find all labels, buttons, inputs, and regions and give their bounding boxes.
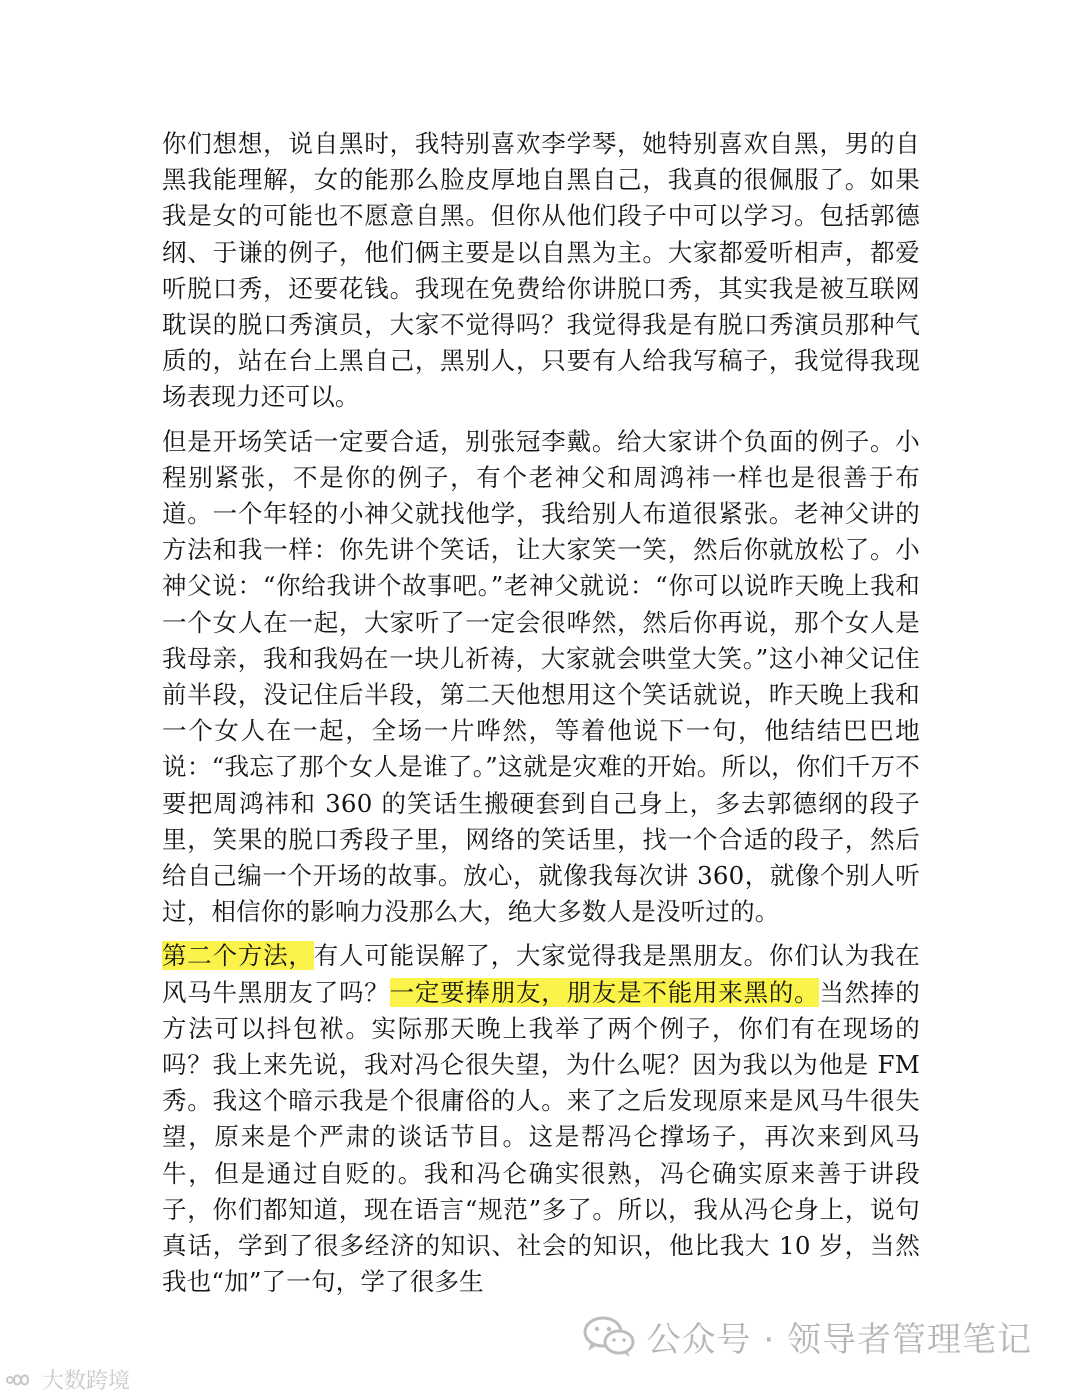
text-segment: 但是开场笑话一定要合适，别张冠李戴。给大家讲个负面的例子。小程别紧张，不是你的例子，有个老神父和周鸿祎一样也是很善于布道。一个年轻的小神父就找他学，我给别人布道很紧张。老神父讲的方法和我一样：你先讲个笑话，让大家笑一笑，然后你就放松了。小神父说：“你给我讲个故事吧。”老神父就说：“你可以说昨天晚上我和一个女人在一起，大家听了一定会很哗然，然后你再说，那个女人是我母亲，我和我妈在一块儿祈祷，大家就会哄堂大笑。”这小神父记住前半段，没记住后半段，第二天他想用这个笑话就说，昨天晚上我和一个女人在一起，全场一片哗然，等着他说下一句，他结结巴巴地说：“我忘了那个女人是谁了。”这就是灾难的开始。所以，你们千万不要把周鸿祎和 360 的笑话生搬硬套到自己身上，多去郭德纲的段子里，笑果的脱口秀段子里，网络的笑话里，找一个合适的段子，然后给自己编一个开场的故事。放心，就像我每次讲 360，就像个别人听过，相信你的影响力没那么大，绝大多数人是没听过的。 xyxy=(162,426,920,927)
wechat-watermark xyxy=(581,1312,1032,1361)
text-segment: 你们想想，说自黑时，我特别喜欢李学琴，她特别喜欢自黑，男的自黑我能理解，女的能那么脸皮厚地自黑自己，我真的很佩服了。如果我是女的可能也不愿意自黑。但你从他们段子中可以学习。包括郭德纲、于谦的例子，他们俩主要是以自黑为主。大家都爱听相声，都爱听脱口秀，还要花钱。我现在免费给你讲脱口秀，其实我是被互联网耽误的脱口秀演员，大家不觉得吗？我觉得我是有脱口秀演员那种气质的，站在台上黑自己，黑别人，只要有人给我写稿子，我觉得我现场表现力还可以。 xyxy=(162,129,920,412)
paragraph xyxy=(162,126,920,416)
wechat-icon xyxy=(581,1314,637,1360)
corner-logo xyxy=(6,1364,130,1395)
highlighted-text: 一定要捧朋友，朋友是不能用来黑的。 xyxy=(389,977,820,1007)
corner-logo-text: 大数跨境 xyxy=(42,1369,131,1394)
highlighted-text: 第二个方法， xyxy=(162,941,314,971)
paragraph xyxy=(162,424,920,931)
text-segment: 当然捧的方法可以抖包袱。实际那天晚上我举了两个例子，你们有在现场的吗？我上来先说，我对冯仑很失望，为什么呢？因为我以为他是 FM 秀。我这个暗示我是个很庸俗的人。来了之后发现原来是风马牛很失望，原来是个严肃的谈话节目。这是帮冯仑撑场子，再次来到风马牛，但是通过自贬的。我和冯仑确实很熟，冯仑确实原来善于讲段子，你们都知道，现在语言“规范”多了。所以，我从冯仑身上，说句真话，学到了很多经济的知识、社会的知识，他比我大 10 岁，当然我也“加”了一句，学了很多生 xyxy=(162,977,920,1297)
paragraph xyxy=(162,938,920,1300)
text-segment: 有人可能误解了，大家觉得我是黑朋友。你们认为我在风马牛黑朋友了吗？ xyxy=(162,941,920,1007)
infinity-logo-icon xyxy=(6,1370,36,1390)
document-body xyxy=(162,126,920,1301)
watermark-text: 公众号 · 领导者管理笔记 xyxy=(646,1320,1032,1360)
